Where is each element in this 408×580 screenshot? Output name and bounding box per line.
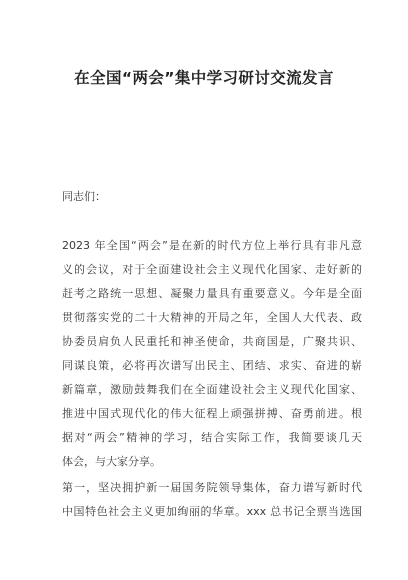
paragraph-line: 2023 年全国“两会”是在新的时代方位上举行具有非凡意 [62,239,362,252]
document-title: 在全国“两会”集中学习研讨交流发言 [74,69,334,87]
paragraph-line: 第一，坚决拥护新一届国务院领导集体，奋力谱写新时代 [62,481,362,494]
paragraph-line: 新篇章，激励鼓舞我们在全面建设社会主义现代化国家、 [62,383,362,396]
paragraph-line: 同谋良策，必将再次谱写出民主、团结、求实、奋进的崭 [62,359,362,372]
paragraph-line: 体会，与大家分享。 [62,455,161,468]
paragraph-line: 贯彻落实党的二十大精神的开局之年，全国人大代表、政 [62,311,362,324]
greeting: 同志们： [62,190,106,203]
paragraph-line: 据对“两会”精神的学习，结合实际工作，我简要谈几天 [62,431,362,444]
paragraph-line: 协委员肩负人民重托和神圣使命，共商国是，广聚共识、 [62,335,362,348]
paragraph-line: 推进中国式现代化的伟大征程上顽强拼搏、奋勇前进。根 [62,407,362,420]
paragraph-2 [62,476,362,524]
paragraph-line: 义的会议，对于全面建设社会主义现代化国家、走好新的 [62,263,362,276]
paragraph-line: 中国特色社会主义更加绚丽的华章。xxx 总书记全票当选国 [62,505,362,518]
paragraph-1 [62,234,362,474]
paragraph-line: 赶考之路统一思想、凝聚力量具有重要意义。今年是全面 [62,287,362,300]
